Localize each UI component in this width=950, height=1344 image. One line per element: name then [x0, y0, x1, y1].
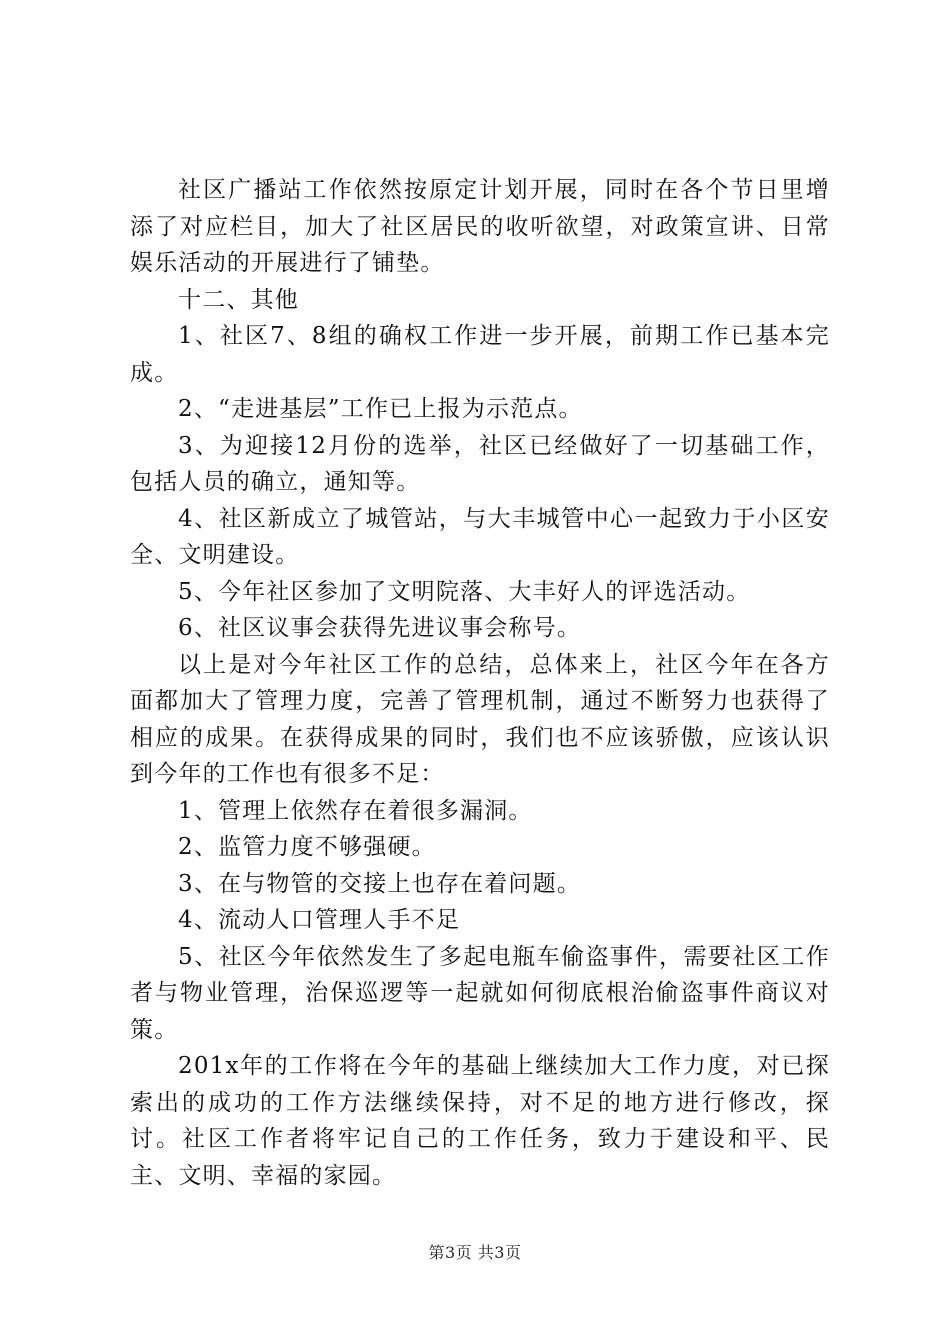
- list-item: 1、社区7、8组的确权工作进一步开展，前期工作已基本完成。: [130, 323, 830, 386]
- list-item: 3、为迎接12月份的选举，社区已经做好了一切基础工作，包括人员的确立，通知等。: [130, 432, 830, 495]
- list-item: 4、社区新成立了城管站，与大丰城管中心一起致力于小区安全、文明建设。: [130, 505, 830, 568]
- paragraph-next-year-plan: 201x年的工作将在今年的基础上继续加大工作力度，对已探索出的成功的工作方法继续保持，对不足的地方进行修改，探讨。社区工作者将牢记自己的工作任务，致力于建设和平、民主、文明、幸福的家园。: [130, 1053, 830, 1189]
- page-footer: 第3页 共3页: [428, 1243, 522, 1262]
- paragraph-summary: 以上是对今年社区工作的总结，总体来上，社区今年在各方面都加大了管理力度，完善了管理机制，通过不断努力也获得了相应的成果。在获得成果的同时，我们也不应该骄傲，应该认识到今年的工作也有很多不足：: [130, 651, 830, 787]
- document-body: [130, 172, 830, 1194]
- section-heading-other: 十二、其他: [178, 286, 299, 313]
- list-item: 3、在与物管的交接上也存在着问题。: [178, 870, 582, 897]
- list-item: 2、“走进基层”工作已上报为示范点。: [178, 396, 583, 422]
- list-item: 6、社区议事会获得先进议事会称号。: [178, 615, 582, 641]
- list-item: 2、监管力度不够强硬。: [178, 834, 436, 860]
- list-item: 5、社区今年依然发生了多起电瓶车偷盗事件，需要社区工作者与物业管理，治保巡逻等一起就如何彻底根治偷盗事件商议对策。: [130, 943, 830, 1043]
- list-item: 1、管理上依然存在着很多漏洞。: [178, 797, 533, 824]
- list-item: 4、流动人口管理人手不足: [178, 907, 461, 933]
- paragraph-broadcast-station: 社区广播站工作依然按原定计划开展，同时在各个节日里增添了对应栏目，加大了社区居民的收听欲望，对政策宣讲、日常娱乐活动的开展进行了铺垫。: [130, 177, 830, 276]
- list-item: 5、今年社区参加了文明院落、大丰好人的评选活动。: [178, 578, 751, 605]
